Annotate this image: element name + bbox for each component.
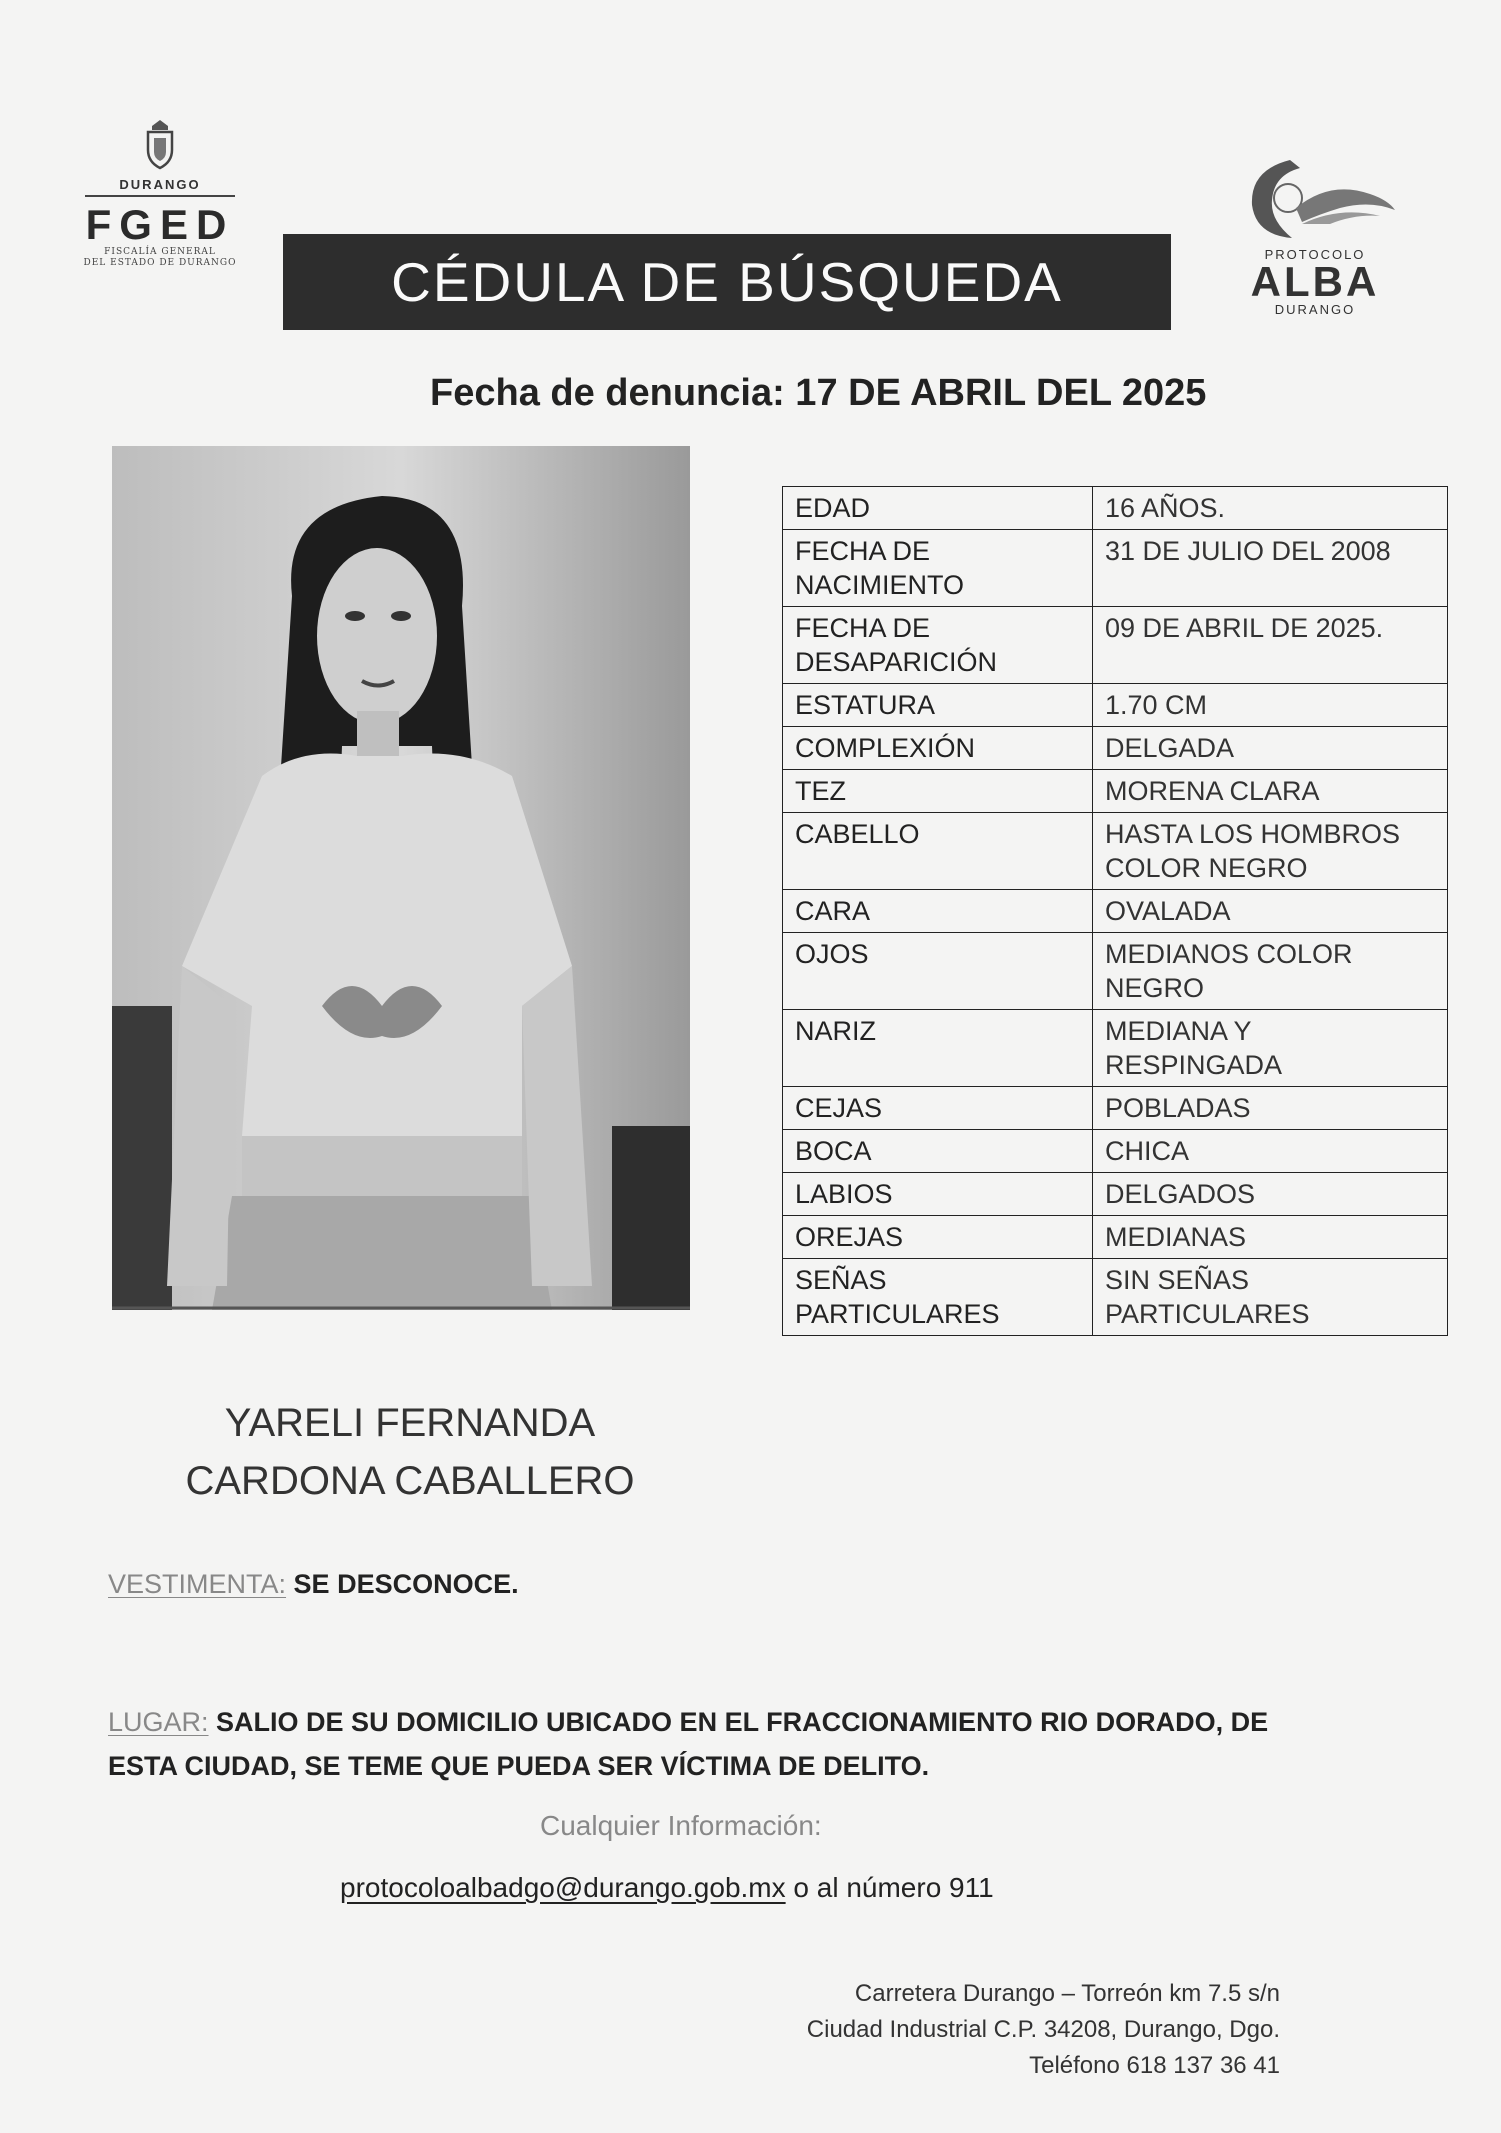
alba-mark: ALBA: [1250, 258, 1380, 305]
detail-label: SEÑAS PARTICULARES: [783, 1259, 1093, 1336]
detail-value: 09 DE ABRIL DE 2025.: [1093, 607, 1448, 684]
clothing-section: [108, 1562, 1308, 1606]
fged-state-label: DURANGO: [119, 177, 201, 192]
detail-label: CABELLO: [783, 813, 1093, 890]
detail-label: COMPLEXIÓN: [783, 727, 1093, 770]
fged-subtitle-1: FISCALÍA GENERAL: [104, 247, 216, 257]
person-name-line1: YARELI FERNANDA: [224, 1401, 596, 1445]
fged-mark: FGED: [85, 201, 235, 248]
detail-label: OREJAS: [783, 1216, 1093, 1259]
fged-divider: [85, 195, 235, 197]
fged-logo: [60, 118, 260, 288]
detail-label: EDAD: [783, 487, 1093, 530]
detail-label: CEJAS: [783, 1087, 1093, 1130]
detail-label: CARA: [783, 890, 1093, 933]
table-row: [783, 933, 1448, 1010]
detail-value: MEDIANAS: [1093, 1216, 1448, 1259]
alba-logo: [1220, 150, 1410, 330]
table-row: [783, 530, 1448, 607]
alba-durango-label: DURANGO: [1274, 302, 1356, 317]
detail-label: FECHA DE DESAPARICIÓN: [783, 607, 1093, 684]
place-label: LUGAR:: [108, 1707, 209, 1737]
detail-value: 31 DE JULIO DEL 2008: [1093, 530, 1448, 607]
contact-phone-text: o al número 911: [793, 1872, 994, 1903]
fged-subtitle-2: DEL ESTADO DE DURANGO: [83, 258, 237, 268]
table-row: [783, 684, 1448, 727]
alba-protocolo-label: PROTOCOLO: [1264, 247, 1366, 262]
page-title: CÉDULA DE BÚSQUEDA: [391, 251, 1063, 313]
detail-value: 16 AÑOS.: [1093, 487, 1448, 530]
clothing-label: VESTIMENTA:: [108, 1569, 287, 1599]
table-row: [783, 1173, 1448, 1216]
detail-value: MEDIANA Y RESPINGADA: [1093, 1010, 1448, 1087]
coat-of-arms-icon: [138, 118, 182, 170]
table-row: [783, 890, 1448, 933]
table-row: [783, 1130, 1448, 1173]
footer-line-3: Teléfono 618 137 36 41: [1029, 2052, 1280, 2079]
footer-line-1: Carretera Durango – Torreón km 7.5 s/n: [854, 1980, 1280, 2007]
place-section: [108, 1700, 1308, 1788]
clothing-text: SE DESCONOCE.: [293, 1569, 519, 1599]
detail-label: OJOS: [783, 933, 1093, 1010]
detail-label: ESTATURA: [783, 684, 1093, 727]
table-row: [783, 727, 1448, 770]
detail-label: TEZ: [783, 770, 1093, 813]
table-row: [783, 1259, 1448, 1336]
detail-value: MEDIANOS COLOR NEGRO: [1093, 933, 1448, 1010]
person-name-line2: CARDONA CABALLERO: [185, 1459, 635, 1503]
details-table: [782, 486, 1448, 1336]
detail-label: LABIOS: [783, 1173, 1093, 1216]
table-row: [783, 1216, 1448, 1259]
info-cta: Cualquier Información:: [540, 1810, 822, 1841]
person-name: [170, 1394, 650, 1510]
missing-person-photo: [112, 446, 690, 1310]
table-row: [783, 487, 1448, 530]
contact-line: [340, 1872, 1200, 1904]
detail-value: 1.70 CM: [1093, 684, 1448, 727]
detail-value: DELGADOS: [1093, 1173, 1448, 1216]
detail-value: SIN SEÑAS PARTICULARES: [1093, 1259, 1448, 1336]
footer-line-2: Ciudad Industrial C.P. 34208, Durango, Dgo.: [806, 2016, 1280, 2043]
table-row: [783, 813, 1448, 890]
table-row: [783, 607, 1448, 684]
alba-swirl-icon: [1230, 150, 1400, 250]
detail-label: BOCA: [783, 1130, 1093, 1173]
place-text: SALIO DE SU DOMICILIO UBICADO EN EL FRACCIONAMIENTO RIO DORADO, DE ESTA CIUDAD, SE TEME QUE PUEDA SER VÍCTIMA DE DELITO.: [108, 1707, 1269, 1781]
footer-address: [760, 1976, 1280, 2084]
detail-label: NARIZ: [783, 1010, 1093, 1087]
title-banner: [283, 234, 1171, 330]
contact-email-link[interactable]: protocoloalbadgo@durango.gob.mx: [340, 1872, 786, 1903]
table-row: [783, 1010, 1448, 1087]
detail-value: OVALADA: [1093, 890, 1448, 933]
table-row: [783, 770, 1448, 813]
detail-value: HASTA LOS HOMBROS COLOR NEGRO: [1093, 813, 1448, 890]
detail-label: FECHA DE NACIMIENTO: [783, 530, 1093, 607]
report-date: Fecha de denuncia: 17 DE ABRIL DEL 2025: [430, 372, 1207, 414]
detail-value: DELGADA: [1093, 727, 1448, 770]
detail-value: MORENA CLARA: [1093, 770, 1448, 813]
detail-value: POBLADAS: [1093, 1087, 1448, 1130]
table-row: [783, 1087, 1448, 1130]
detail-value: CHICA: [1093, 1130, 1448, 1173]
